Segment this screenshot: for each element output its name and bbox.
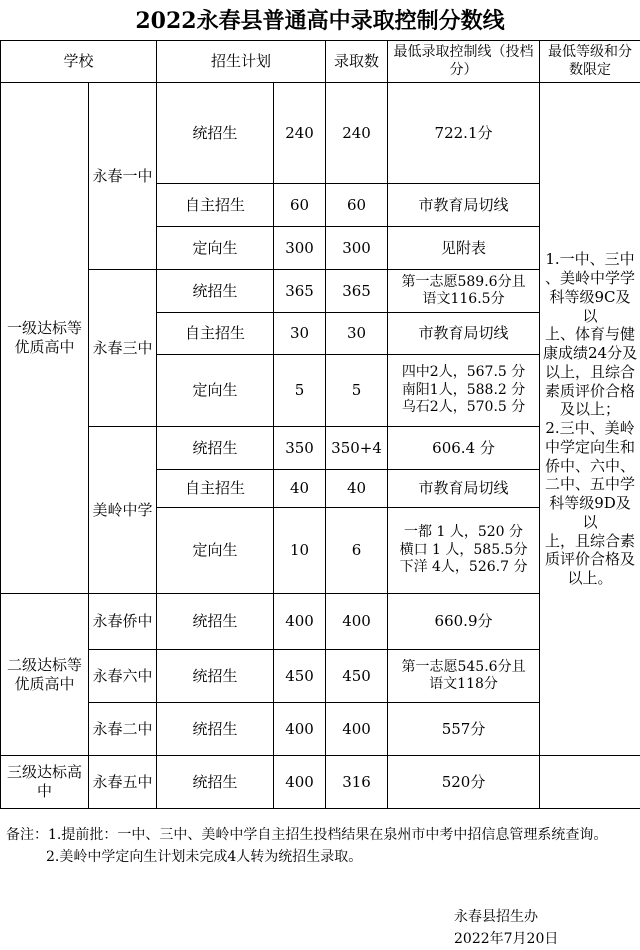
enroll-type: 统招生 — [157, 83, 274, 184]
min-score-line: 520分 — [388, 756, 540, 809]
grade-requirement-empty — [540, 756, 640, 809]
tier-2-label: 二级达标等优质高中 — [1, 594, 89, 756]
min-score-line: 市教育局切线 — [388, 470, 540, 508]
school-meiling: 美岭中学 — [89, 427, 157, 594]
admitted-count: 5 — [326, 355, 388, 427]
admitted-count: 6 — [326, 508, 388, 594]
plan-count: 400 — [274, 703, 326, 756]
remark-1: 备注：1.提前批：一中、三中、美岭中学自主招生投档结果在泉州市中考中招信息管理系统查询。 — [6, 824, 636, 846]
admission-table — [0, 40, 640, 809]
page-title: 2022永春县普通高中录取控制分数线 — [0, 4, 640, 38]
enroll-type: 自主招生 — [157, 313, 274, 355]
enroll-type: 自主招生 — [157, 470, 274, 508]
header-plan: 招生计划 — [157, 41, 326, 83]
issuer-office: 永春县招生办 — [454, 906, 634, 928]
admitted-count: 240 — [326, 83, 388, 184]
min-score-line: 市教育局切线 — [388, 184, 540, 227]
admitted-count: 40 — [326, 470, 388, 508]
admitted-count: 300 — [326, 227, 388, 270]
admitted-count: 316 — [326, 756, 388, 809]
plan-count: 300 — [274, 227, 326, 270]
admitted-count: 60 — [326, 184, 388, 227]
plan-count: 40 — [274, 470, 326, 508]
school-yongchun-1: 永春一中 — [89, 83, 157, 270]
enroll-type: 定向生 — [157, 227, 274, 270]
plan-count: 30 — [274, 313, 326, 355]
min-score-line: 606.4 分 — [388, 427, 540, 470]
remark-2: 2.美岭中学定向生计划未完成4人转为统招生录取。 — [6, 846, 636, 868]
enroll-type: 定向生 — [157, 355, 274, 427]
min-score-line: 一都 1 人，520 分 横口 1 人，585.5分 下洋 4人，526.7 分 — [388, 508, 540, 594]
grade-requirement-note: 1.一中、三中 、美岭中学学 科等级9C及以 上、体育与健 康成绩24分及 以上，且综合 素质评价合格 及以上； 2.三中、美岭 中学定向生和 侨中、六中、 二中、五中学 科等级9D及以 上，且综合素 质评价合格及 以上。 — [540, 83, 640, 756]
tier-3-label: 三级达标高中 — [1, 756, 89, 809]
remarks — [6, 824, 636, 868]
header-min-grade: 最低等级和分数限定 — [540, 41, 640, 83]
school-yongchun-6: 永春六中 — [89, 650, 157, 703]
enroll-type: 统招生 — [157, 270, 274, 313]
admitted-count: 400 — [326, 703, 388, 756]
min-score-line: 见附表 — [388, 227, 540, 270]
issuer-block — [454, 906, 634, 950]
admitted-count: 365 — [326, 270, 388, 313]
plan-count: 60 — [274, 184, 326, 227]
school-yongchun-2: 永春二中 — [89, 703, 157, 756]
enroll-type: 统招生 — [157, 703, 274, 756]
min-score-line: 第一志愿589.6分且 语文116.5分 — [388, 270, 540, 313]
min-score-line: 第一志愿545.6分且 语文118分 — [388, 650, 540, 703]
header-min-line: 最低录取控制线（投档分） — [388, 41, 540, 83]
header-school: 学校 — [1, 41, 157, 83]
admitted-count: 350+4 — [326, 427, 388, 470]
plan-count: 5 — [274, 355, 326, 427]
min-score-line: 市教育局切线 — [388, 313, 540, 355]
plan-count: 240 — [274, 83, 326, 184]
plan-count: 365 — [274, 270, 326, 313]
table-row — [1, 756, 640, 809]
header-admitted: 录取数 — [326, 41, 388, 83]
plan-count: 400 — [274, 594, 326, 650]
issue-date: 2022年7月20日 — [454, 928, 634, 950]
min-score-line: 四中2人，567.5 分 南阳1人，588.2 分 乌石2人，570.5 分 — [388, 355, 540, 427]
school-qiaozhong: 永春侨中 — [89, 594, 157, 650]
enroll-type: 统招生 — [157, 427, 274, 470]
admitted-count: 450 — [326, 650, 388, 703]
min-score-line: 722.1分 — [388, 83, 540, 184]
plan-count: 350 — [274, 427, 326, 470]
plan-count: 450 — [274, 650, 326, 703]
enroll-type: 自主招生 — [157, 184, 274, 227]
min-score-line: 660.9分 — [388, 594, 540, 650]
admitted-count: 400 — [326, 594, 388, 650]
header-row — [1, 41, 640, 83]
plan-count: 400 — [274, 756, 326, 809]
tier-1-label: 一级达标等优质高中 — [1, 83, 89, 594]
enroll-type: 定向生 — [157, 508, 274, 594]
enroll-type: 统招生 — [157, 594, 274, 650]
min-score-line: 557分 — [388, 703, 540, 756]
table-row — [1, 83, 640, 184]
plan-count: 10 — [274, 508, 326, 594]
school-yongchun-3: 永春三中 — [89, 270, 157, 427]
school-yongchun-5: 永春五中 — [89, 756, 157, 809]
enroll-type: 统招生 — [157, 756, 274, 809]
enroll-type: 统招生 — [157, 650, 274, 703]
admitted-count: 30 — [326, 313, 388, 355]
